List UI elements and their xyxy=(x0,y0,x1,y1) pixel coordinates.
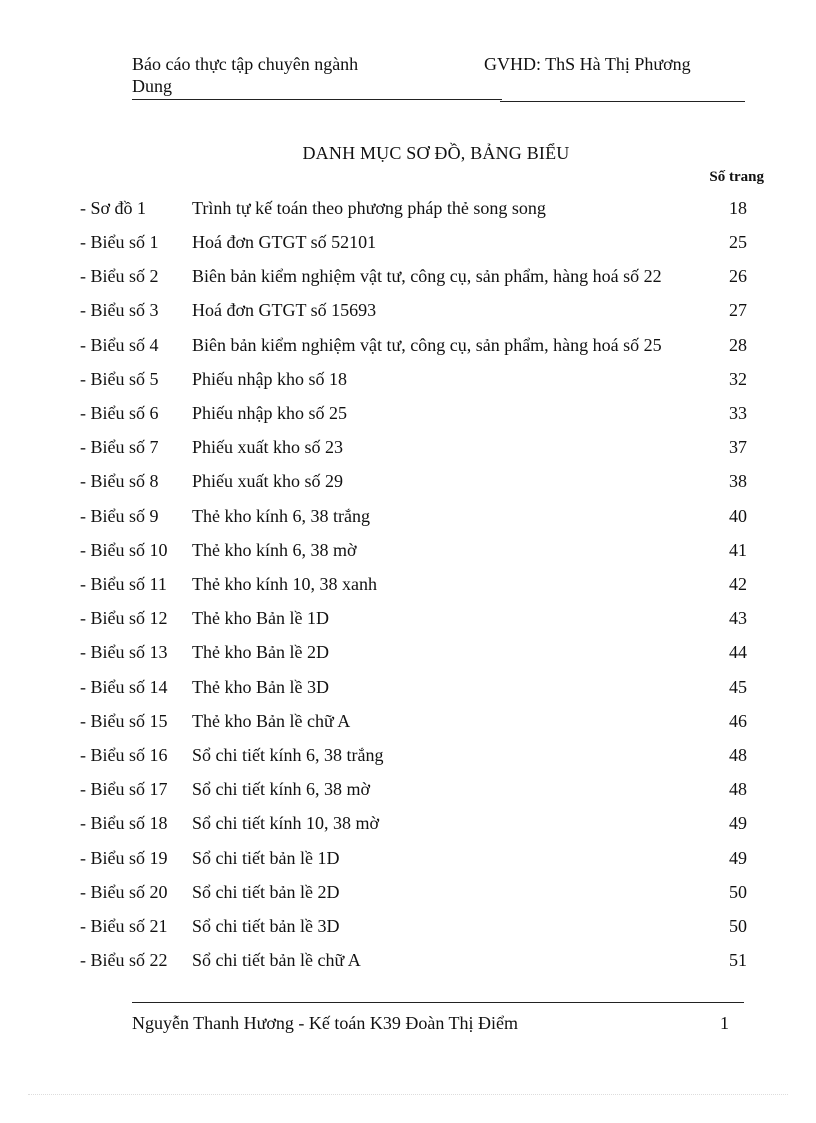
entry-code: - Biểu số 16 xyxy=(80,745,168,765)
entry-code: - Biểu số 14 xyxy=(80,677,168,697)
list-item xyxy=(80,950,747,984)
page-edge-dotted xyxy=(28,1094,788,1095)
list-item xyxy=(80,882,747,916)
header-left-line1: Báo cáo thực tập chuyên ngành xyxy=(132,54,359,74)
entry-code: - Biểu số 10 xyxy=(80,540,168,560)
list-item xyxy=(80,848,747,882)
entry-description: Sổ chi tiết kính 10, 38 mờ xyxy=(192,813,380,833)
list-item xyxy=(80,266,747,300)
entry-description: Sổ chi tiết bản lề chữ A xyxy=(192,950,361,970)
list-item xyxy=(80,198,747,232)
list-item xyxy=(80,711,747,745)
entry-description: Thẻ kho kính 6, 38 mờ xyxy=(192,540,357,560)
entry-description: Sổ chi tiết bản lề 3D xyxy=(192,916,340,936)
list-item xyxy=(80,813,747,847)
entry-page: 49 xyxy=(729,813,747,833)
entry-code: - Biểu số 7 xyxy=(80,437,159,457)
entry-description: Thẻ kho Bản lề 2D xyxy=(192,642,329,662)
list-item xyxy=(80,437,747,471)
entry-code: - Biểu số 12 xyxy=(80,608,168,628)
entry-description: Thẻ kho kính 10, 38 xanh xyxy=(192,574,377,594)
footer-text: Nguyễn Thanh Hương - Kế toán K39 Đoàn Thị Điểm xyxy=(132,1013,519,1033)
entry-page: 48 xyxy=(729,779,747,799)
entry-page: 42 xyxy=(729,574,747,594)
entry-page: 51 xyxy=(729,950,747,970)
entry-page: 26 xyxy=(729,266,747,286)
footer-rule xyxy=(132,1002,744,1003)
entry-description: Thẻ kho kính 6, 38 trắng xyxy=(192,506,370,526)
entry-page: 27 xyxy=(729,300,747,320)
entry-description: Hoá đơn GTGT số 52101 xyxy=(192,232,377,252)
list-item xyxy=(80,779,747,813)
list-item xyxy=(80,540,747,574)
entry-code: - Biểu số 18 xyxy=(80,813,168,833)
entry-page: 37 xyxy=(729,437,747,457)
entry-page: 40 xyxy=(729,506,747,526)
entry-page: 28 xyxy=(729,335,747,355)
entry-page: 46 xyxy=(729,711,747,731)
list-item xyxy=(80,574,747,608)
list-item xyxy=(80,677,747,711)
entry-code: - Biểu số 22 xyxy=(80,950,168,970)
entry-description: Thẻ kho Bản lề 1D xyxy=(192,608,329,628)
entry-description: Sổ chi tiết kính 6, 38 trắng xyxy=(192,745,384,765)
entry-page: 41 xyxy=(729,540,747,560)
list-item xyxy=(80,642,747,676)
entry-description: Phiếu xuất kho số 29 xyxy=(192,471,343,491)
entry-code: - Biểu số 11 xyxy=(80,574,167,594)
list-item xyxy=(80,369,747,403)
entry-description: Thẻ kho Bản lề chữ A xyxy=(192,711,351,731)
entry-code: - Biểu số 8 xyxy=(80,471,159,491)
entry-page: 38 xyxy=(729,471,747,491)
entry-description: Biên bản kiểm nghiệm vật tư, công cụ, sản phẩm, hàng hoá số 22 xyxy=(192,266,662,286)
entry-page: 50 xyxy=(729,916,747,936)
list-item xyxy=(80,300,747,334)
entry-code: - Biểu số 17 xyxy=(80,779,168,799)
entry-description: Sổ chi tiết kính 6, 38 mờ xyxy=(192,779,371,799)
list-item xyxy=(80,232,747,266)
entry-code: - Biểu số 21 xyxy=(80,916,168,936)
list-item xyxy=(80,506,747,540)
list-item xyxy=(80,335,747,369)
entry-page: 48 xyxy=(729,745,747,765)
page-title: DANH MỤC SƠ ĐỒ, BẢNG BIỂU xyxy=(302,143,570,163)
entry-page: 45 xyxy=(729,677,747,697)
entry-description: Trình tự kế toán theo phương pháp thẻ song song xyxy=(192,198,546,218)
entry-code: - Biểu số 19 xyxy=(80,848,168,868)
entry-page: 43 xyxy=(729,608,747,628)
entry-code: - Biểu số 15 xyxy=(80,711,168,731)
entry-page: 44 xyxy=(729,642,747,662)
entry-code: - Biểu số 9 xyxy=(80,506,159,526)
entry-code: - Biểu số 4 xyxy=(80,335,159,355)
entry-code: - Biểu số 3 xyxy=(80,300,159,320)
entry-code: - Biểu số 6 xyxy=(80,403,159,423)
entry-page: 33 xyxy=(729,403,747,423)
entry-page: 32 xyxy=(729,369,747,389)
entry-code: - Biểu số 2 xyxy=(80,266,159,286)
header-left-line2: Dung xyxy=(132,76,172,96)
footer-page-number: 1 xyxy=(720,1013,729,1033)
entry-page: 49 xyxy=(729,848,747,868)
entry-code: - Sơ đồ 1 xyxy=(80,198,147,218)
list-item xyxy=(80,403,747,437)
header-rule-right xyxy=(500,101,745,102)
entry-description: Phiếu nhập kho số 25 xyxy=(192,403,347,423)
entry-description: Biên bản kiểm nghiệm vật tư, công cụ, sản phẩm, hàng hoá số 25 xyxy=(192,335,662,355)
page-column-label: Số trang xyxy=(709,169,764,185)
entry-code: - Biểu số 1 xyxy=(80,232,159,252)
list-item xyxy=(80,471,747,505)
entry-description: Phiếu xuất kho số 23 xyxy=(192,437,343,457)
list-item-cutoff xyxy=(80,988,747,1000)
entry-page: 50 xyxy=(729,882,747,902)
list-item xyxy=(80,745,747,779)
entry-code: - Biểu số 5 xyxy=(80,369,159,389)
entry-page: 18 xyxy=(729,198,747,218)
entry-description: Thẻ kho Bản lề 3D xyxy=(192,677,329,697)
entry-code: - Biểu số 20 xyxy=(80,882,168,902)
entry-description: Phiếu nhập kho số 18 xyxy=(192,369,347,389)
header-rule-left xyxy=(132,99,502,100)
header-right: GVHD: ThS Hà Thị Phương xyxy=(484,54,691,74)
entry-description: Sổ chi tiết bản lề 1D xyxy=(192,848,340,868)
entry-code: - Biểu số 13 xyxy=(80,642,168,662)
entry-description: Sổ chi tiết bản lề 2D xyxy=(192,882,340,902)
entry-description: Hoá đơn GTGT số 15693 xyxy=(192,300,377,320)
list-item xyxy=(80,608,747,642)
entry-page: 25 xyxy=(729,232,747,252)
list-item xyxy=(80,916,747,950)
